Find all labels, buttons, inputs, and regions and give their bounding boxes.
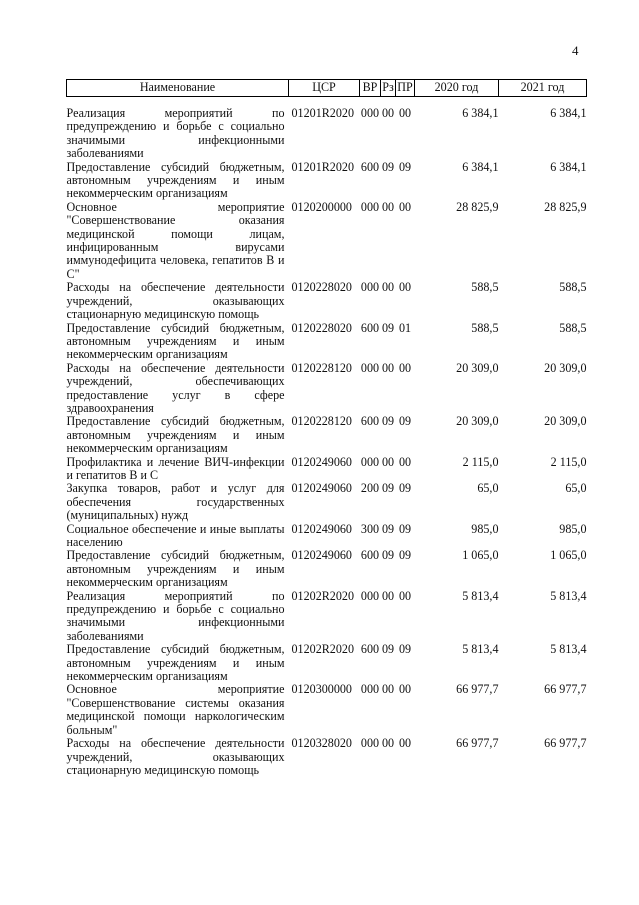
row-2020-value: 6 384,1 (462, 159, 499, 174)
row-vr: 000 (360, 199, 380, 214)
row-2021-value: 6 384,1 (550, 159, 587, 174)
budget-table (66, 79, 587, 777)
row-name: Предоставление субсидий бюджетным, автономным учреждениям и иным некоммерческим организациям (66, 642, 285, 684)
row-rz: 00 (381, 199, 395, 214)
row-2020-value: 588,5 (471, 320, 499, 335)
row-vr: 000 (360, 280, 380, 295)
header-vr: ВР (360, 80, 381, 97)
row-2021-value: 2 115,0 (550, 454, 587, 469)
row-2021-value: 5 813,4 (550, 642, 587, 657)
row-vr: 000 (360, 736, 380, 751)
table-row (67, 737, 587, 777)
table-row (67, 415, 587, 455)
row-pr: 00 (398, 360, 412, 375)
table-row (67, 281, 587, 321)
row-pr: 00 (398, 454, 412, 469)
row-2020-value: 28 825,9 (456, 199, 499, 214)
row-rz: 00 (381, 682, 395, 697)
row-2020-value: 588,5 (471, 280, 499, 295)
row-name: Реализация мероприятий по предупреждению и борьбе с социально значимыми инфекционными заболеваниями (66, 106, 285, 161)
row-vr: 000 (360, 588, 380, 603)
row-name: Предоставление субсидий бюджетным, автономным учреждениям и иным некоммерческим организациям (66, 159, 285, 201)
header-pr: ПР (396, 80, 415, 97)
row-2020-value: 5 813,4 (462, 642, 499, 657)
table-row (67, 362, 587, 416)
table-row (67, 201, 587, 281)
row-2021-value: 65,0 (565, 481, 587, 496)
row-pr: 00 (398, 736, 412, 751)
row-rz: 09 (381, 642, 395, 657)
row-2021-value: 66 977,7 (544, 736, 587, 751)
row-pr: 09 (398, 521, 412, 536)
row-rz: 00 (381, 454, 395, 469)
table-row (67, 456, 587, 483)
row-csr: 0120300000 (291, 682, 352, 697)
row-name: Основное мероприятие "Совершенствование оказания медицинской помощи лицам, инфицированным вирусами иммунодефицита человека, гепатитов В и С" (66, 199, 285, 281)
row-name: Социальное обеспечение и иные выплаты населению (66, 521, 285, 549)
row-2020-value: 1 065,0 (462, 548, 499, 563)
table-row (67, 482, 587, 522)
table-row (67, 523, 587, 550)
table-row (67, 683, 587, 737)
table-row (67, 107, 587, 161)
row-2020-value: 6 384,1 (462, 106, 499, 120)
row-rz: 09 (381, 521, 395, 536)
row-pr: 00 (398, 199, 412, 214)
row-name: Предоставление субсидий бюджетным, автономным учреждениям и иным некоммерческим организациям (66, 414, 285, 456)
row-csr: 0120249060 (291, 481, 352, 496)
row-rz: 09 (381, 414, 395, 429)
row-pr: 09 (398, 159, 412, 174)
row-rz: 00 (381, 106, 395, 120)
header-2020: 2020 год (415, 80, 499, 97)
table-row (67, 549, 587, 589)
row-name: Основное мероприятие "Совершенствование системы оказания медицинской помощи наркологическим больным" (66, 682, 285, 737)
row-csr: 0120228020 (291, 280, 352, 295)
row-rz: 00 (381, 360, 395, 375)
row-2020-value: 66 977,7 (456, 736, 499, 751)
row-csr: 01202R2020 (291, 588, 354, 603)
header-rz: Рз (381, 80, 396, 97)
row-rz: 00 (381, 588, 395, 603)
row-pr: 00 (398, 588, 412, 603)
row-vr: 300 (360, 521, 380, 536)
row-vr: 000 (360, 360, 380, 375)
row-csr: 0120249060 (291, 548, 352, 563)
row-2021-value: 985,0 (559, 521, 587, 536)
row-csr: 0120228120 (291, 360, 352, 375)
row-2021-value: 6 384,1 (550, 106, 587, 120)
row-csr: 0120249060 (291, 454, 352, 469)
table-header-row (67, 80, 587, 97)
row-csr: 01202R2020 (291, 642, 354, 657)
row-2020-value: 5 813,4 (462, 588, 499, 603)
row-pr: 09 (398, 481, 412, 496)
row-2021-value: 588,5 (559, 280, 587, 295)
row-name: Закупка товаров, работ и услуг для обеспечения государственных (муниципальных) нужд (66, 481, 285, 523)
row-csr: 0120328020 (291, 736, 352, 751)
row-2021-value: 5 813,4 (550, 588, 587, 603)
table-row (67, 643, 587, 683)
header-csr: ЦСР (289, 80, 360, 97)
row-csr: 0120228020 (291, 320, 352, 335)
row-csr: 01201R2020 (291, 159, 354, 174)
row-2021-value: 28 825,9 (544, 199, 587, 214)
table-row (67, 322, 587, 362)
row-pr: 01 (398, 320, 412, 335)
row-rz: 09 (381, 481, 395, 496)
row-vr: 000 (360, 682, 380, 697)
row-vr: 600 (360, 159, 380, 174)
row-name: Предоставление субсидий бюджетным, автономным учреждениям и иным некоммерческим организациям (66, 320, 285, 362)
header-name: Наименование (67, 80, 289, 97)
row-2021-value: 20 309,0 (544, 360, 587, 375)
header-2021: 2021 год (499, 80, 587, 97)
row-vr: 000 (360, 454, 380, 469)
row-vr: 000 (360, 106, 380, 120)
row-vr: 600 (360, 320, 380, 335)
row-2021-value: 20 309,0 (544, 414, 587, 429)
row-vr: 600 (360, 414, 380, 429)
row-rz: 00 (381, 736, 395, 751)
page-number: 4 (572, 43, 579, 58)
row-csr: 0120249060 (291, 521, 352, 536)
row-rz: 00 (381, 280, 395, 295)
row-2020-value: 985,0 (471, 521, 499, 536)
row-2020-value: 20 309,0 (456, 414, 499, 429)
table-row (67, 161, 587, 201)
row-2020-value: 2 115,0 (462, 454, 499, 469)
row-name: Расходы на обеспечение деятельности учреждений, оказывающих стационарную медицинскую помощь (66, 280, 285, 322)
row-pr: 00 (398, 280, 412, 295)
row-pr: 00 (398, 682, 412, 697)
row-pr: 09 (398, 642, 412, 657)
row-rz: 09 (381, 548, 395, 563)
row-2020-value: 66 977,7 (456, 682, 499, 697)
row-2021-value: 588,5 (559, 320, 587, 335)
table-row (67, 590, 587, 644)
row-vr: 600 (360, 642, 380, 657)
row-vr: 600 (360, 548, 380, 563)
row-name: Расходы на обеспечение деятельности учреждений, оказывающих стационарную медицинскую помощь (66, 736, 285, 777)
row-name: Расходы на обеспечение деятельности учреждений, обеспечивающих предоставление услуг в сфере здравоохранения (66, 360, 285, 415)
row-pr: 09 (398, 548, 412, 563)
row-name: Предоставление субсидий бюджетным, автономным учреждениям и иным некоммерческим организациям (66, 548, 285, 590)
row-rz: 09 (381, 320, 395, 335)
row-pr: 00 (398, 106, 412, 120)
row-rz: 09 (381, 159, 395, 174)
row-2020-value: 65,0 (477, 481, 499, 496)
row-vr: 200 (360, 481, 380, 496)
row-csr: 0120200000 (291, 199, 352, 214)
row-name: Профилактика и лечение ВИЧ-инфекции и гепатитов В и С (66, 454, 285, 482)
row-csr: 01201R2020 (291, 106, 354, 120)
row-2020-value: 20 309,0 (456, 360, 499, 375)
row-2021-value: 66 977,7 (544, 682, 587, 697)
row-pr: 09 (398, 414, 412, 429)
row-csr: 0120228120 (291, 414, 352, 429)
row-name: Реализация мероприятий по предупреждению и борьбе с социально значимыми инфекционными заболеваниями (66, 588, 285, 643)
row-2021-value: 1 065,0 (550, 548, 587, 563)
